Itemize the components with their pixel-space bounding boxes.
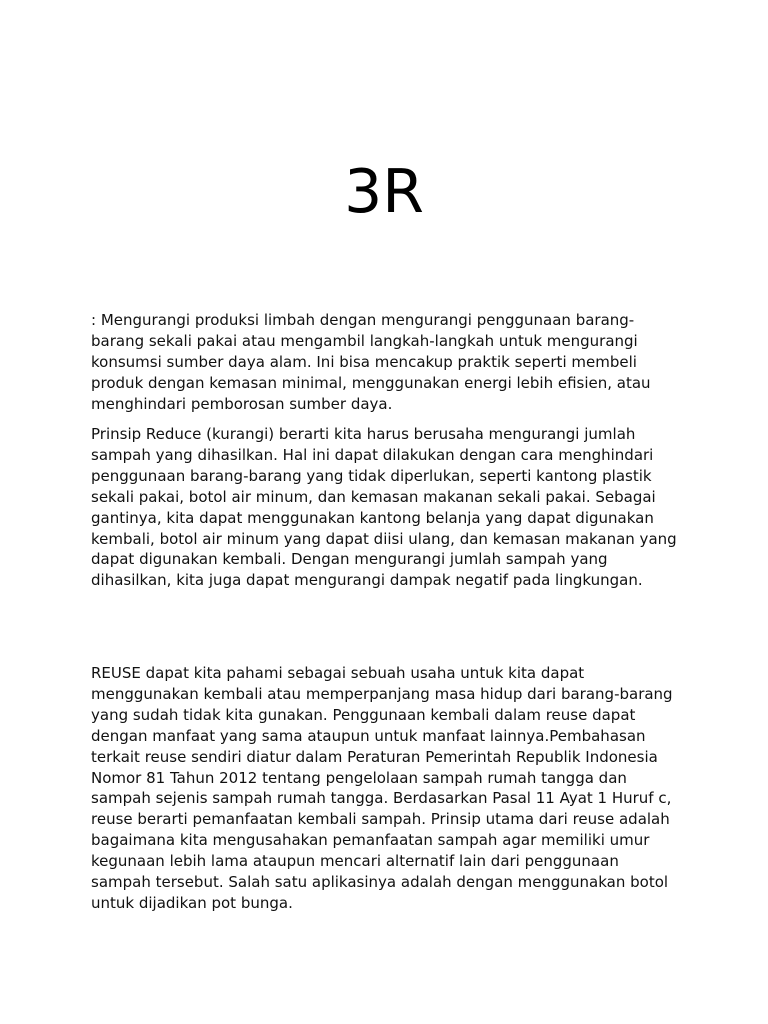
document-title: 3R <box>344 157 424 227</box>
paragraph-reuse: REUSE dapat kita pahami sebagai sebuah usaha untuk kita dapat menggunakan kembali atau memperpanjang masa hidup dari barang-barang yang sudah tidak kita gunakan. Penggunaan kembali dalam reuse dapat dengan manfaat yang sama ataupun untuk manfaat lainnya.Pembahasan terkait reuse sendiri diatur dalam Peraturan Pemerintah Republik Indonesia Nomor 81 Tahun 2012 tentang pengelolaan sampah rumah tangga dan sampah sejenis sampah rumah tangga. Berdasarkan Pasal 11 Ayat 1 Huruf c, reuse berarti pemanfaatan kembali sampah. Prinsip utama dari reuse adalah bagaimana kita mengusahakan pemanfaatan sampah agar memiliki umur kegunaan lebih lama ataupun mencari alternatif lain dari penggunaan sampah tersebut. Salah satu aplikasinya adalah dengan menggunakan botol untuk dijadikan pot bunga. <box>91 664 673 912</box>
paragraph-reduce-principle: Prinsip Reduce (kurangi) berarti kita harus berusaha mengurangi jumlah sampah yang dihasilkan. Hal ini dapat dilakukan dengan cara menghindari penggunaan barang-barang yang tidak diperlukan, seperti kantong plastik sekali pakai, botol air minum, dan kemasan makanan sekali pakai. Sebagai gantinya, kita dapat menggunakan kantong belanja yang dapat digunakan kembali, botol air minum yang dapat diisi ulang, dan kemasan makanan yang dapat digunakan kembali. Dengan mengurangi jumlah sampah yang dihasilkan, kita juga dapat mengurangi dampak negatif pada lingkungan. <box>91 425 677 590</box>
paragraph-reduce-intro: : Mengurangi produksi limbah dengan mengurangi penggunaan barang-barang sekali pakai atau mengambil langkah-langkah untuk mengurangi konsumsi sumber daya alam. Ini bisa mencakup praktik seperti membeli produk dengan kemasan minimal, menggunakan energi lebih efisien, atau menghindari pemborosan sumber daya. <box>91 311 651 413</box>
